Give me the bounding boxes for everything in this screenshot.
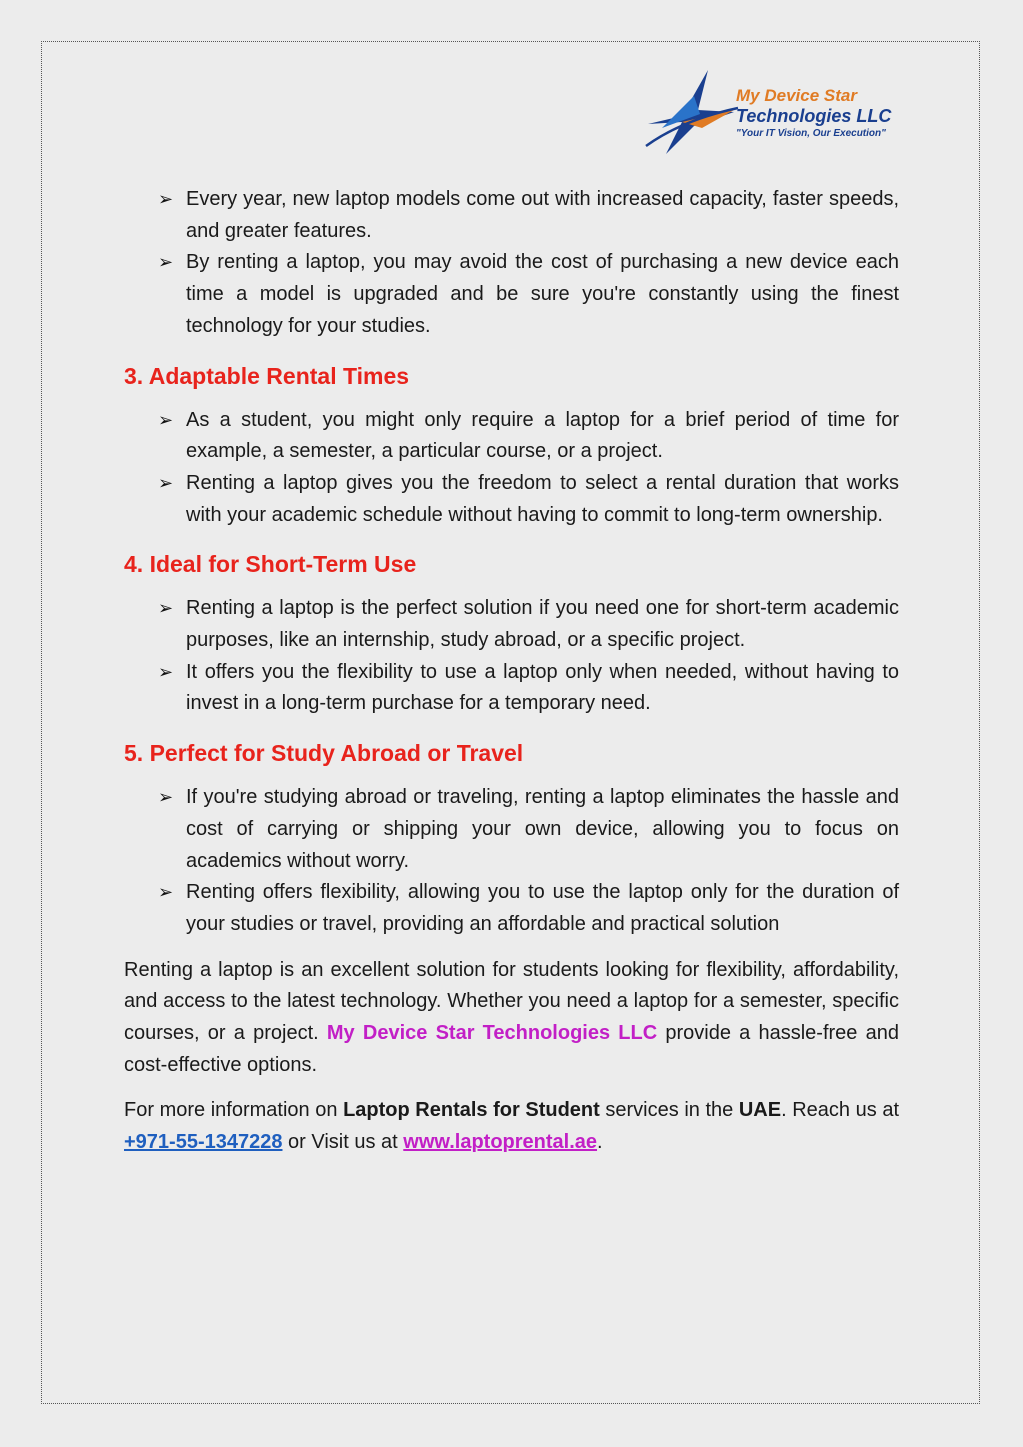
arrow-bullet-icon: ➢ [158,598,174,619]
list-item: ➢ Every year, new laptop models come out with increased capacity, faster speeds, and greater features. [124,184,899,247]
list-item: ➢ Renting offers flexibility, allowing you to use the laptop only for the duration of your studies or travel, providing an affordable and practical solution [124,877,899,940]
intro-bullet-list [124,184,899,343]
list-item: ➢ Renting a laptop gives you the freedom to select a rental duration that works with your academic schedule without having to commit to long-term ownership. [124,468,899,531]
list-item: ➢ If you're studying abroad or traveling, renting a laptop eliminates the hassle and cost of carrying or shipping your own device, allowing you to focus on academics without worry. [124,782,899,877]
logo-line2: Technologies LLC [736,106,892,126]
company-name: My Device Star Technologies LLC [326,1022,658,1045]
arrow-bullet-icon: ➢ [158,661,174,682]
section-heading: 5. Perfect for Study Abroad or Travel [124,740,524,767]
list-item: ➢ As a student, you might only require a laptop for a brief period of time for example, a semester, a particular course, or a project. [124,405,899,468]
arrow-bullet-icon: ➢ [158,882,174,903]
logo-tagline: "Your IT Vision, Our Execution" [736,128,886,139]
arrow-bullet-icon: ➢ [158,409,174,430]
logo-line1: My Device Star [736,86,857,105]
section-heading: 3. Adaptable Rental Times [124,362,410,389]
section-bullet-list [124,593,899,720]
section-bullet-list [124,782,899,941]
list-item: ➢ By renting a laptop, you may avoid the cost of purchasing a new device each time a model is upgraded and be sure you're constantly using the finest technology for your studies. [124,247,899,342]
list-item: ➢ It offers you the flexibility to use a laptop only when needed, without having to invest in a long-term purchase for a temporary need. [124,657,899,720]
company-logo [642,66,912,158]
contact-paragraph: For more information on Laptop Rentals for Student services in the UAE. Reach us at +971-55-1347228 or Visit us at www.laptoprental.ae. [124,1099,900,1154]
arrow-bullet-icon: ➢ [158,472,174,493]
website-link[interactable]: www.laptoprental.ae [403,1131,598,1154]
section-bullet-list [124,405,899,532]
phone-link[interactable]: +971-55-1347228 [124,1131,283,1154]
arrow-bullet-icon: ➢ [158,189,174,209]
document-body [124,184,899,1159]
section-heading: 4. Ideal for Short-Term Use [124,551,417,578]
star-logo-icon [642,66,742,158]
arrow-bullet-icon: ➢ [158,252,174,273]
list-item: ➢ Renting a laptop is the perfect solution if you need one for short-term academic purposes, like an internship, study abroad, or a specific project. [124,593,899,656]
conclusion-paragraph: Renting a laptop is an excellent solution for students looking for flexibility, affordability, and access to the latest technology. Whether you need a laptop for a semester, specific courses, or a project. My Device Star Technologies LLC provide a hassle-free and cost-effective options. [124,958,899,1076]
arrow-bullet-icon: ➢ [158,787,174,808]
